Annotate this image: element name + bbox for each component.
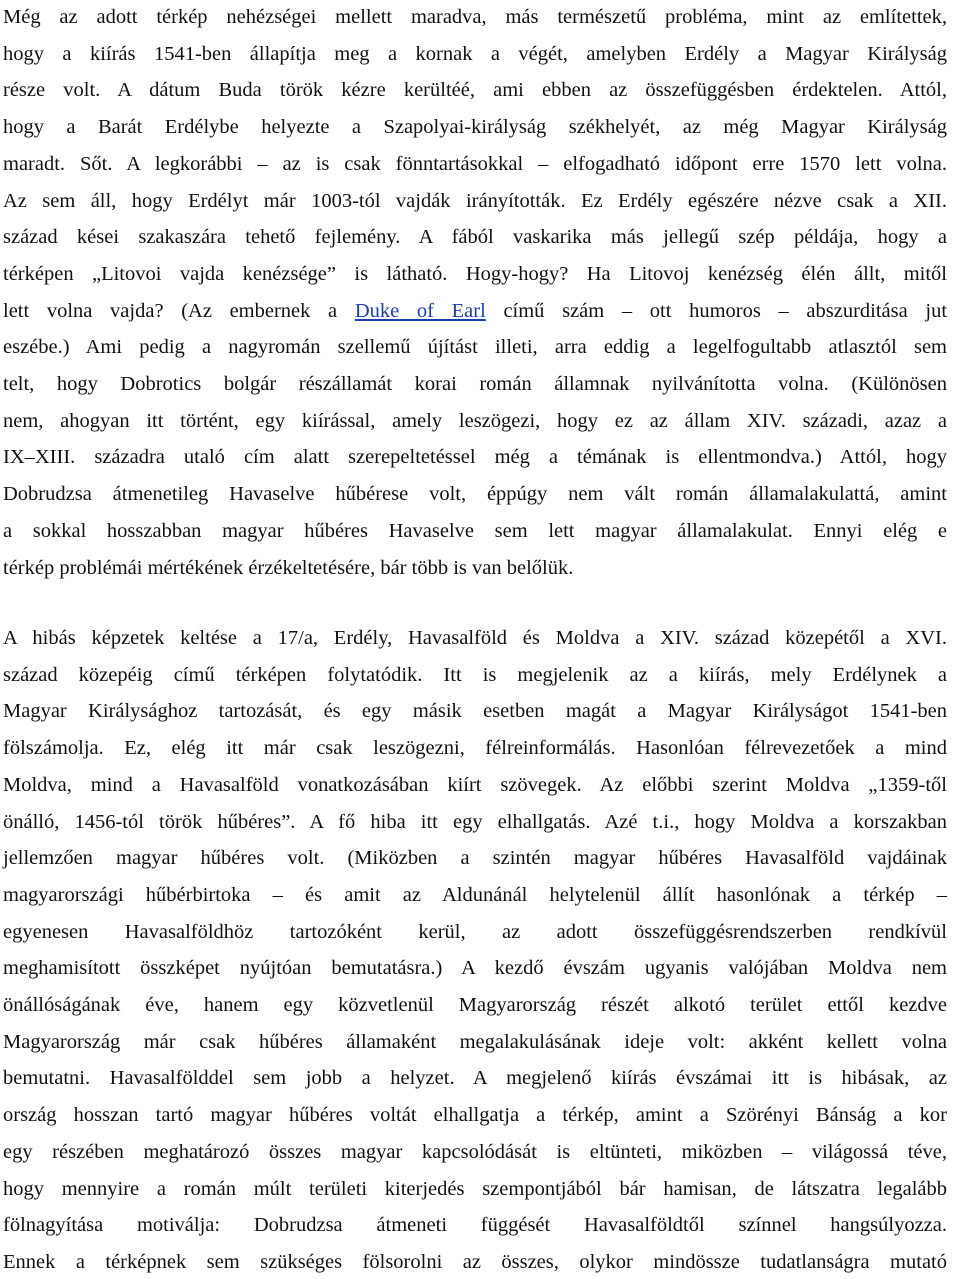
line-text-before: lett volna vajda? (Az embernek a xyxy=(3,299,355,322)
text-line: fölnagyítása motiválja: Dobrudzsa átmeneti függését Havasalföldtől színnel hangsúlyozza. xyxy=(3,1214,947,1237)
text-line: maradt. Sőt. A legkorábbi – az is csak fönntartásokkal – elfogadható időpont erre 1570 lett volna. xyxy=(3,152,947,175)
text-line: Az sem áll, hogy Erdélyt már 1003-tól vajdák irányították. Ez Erdély egészére nézve csak a XII. xyxy=(3,189,947,212)
text-line: térképen „Litovoi vajda kenézsége” is látható. Hogy-hogy? Ha Litovoj kenézség élén állt, mitől xyxy=(3,262,947,285)
text-line: egyenesen Havasalföldhöz tartozóként kerül, az adott összefüggésrendszerben rendkívül xyxy=(3,920,947,943)
text-line: hogy a kiírás 1541-ben állapítja meg a kornak a végét, amelyben Erdély a Magyar Királyság xyxy=(3,42,947,65)
text-line: a sokkal hosszabban magyar hűbéres Havaselve sem lett magyar államalakulat. Ennyi elég e xyxy=(3,519,947,542)
text-line: nem, ahogyan itt történt, egy kiírással, amely leszögezi, hogy ez az állam XIV. századi, azaz a xyxy=(3,409,947,432)
text-line: eszébe.) Ami pedig a nagyromán szellemű újítást illeti, arra eddig a legelfogultabb atlasztól sem xyxy=(3,336,947,359)
text-line: hogy a Barát Erdélybe helyezte a Szapolyai-királyság székhelyét, az még Magyar Királyság xyxy=(3,116,947,139)
text-line: Moldva, mind a Havasalföld vonatkozásában kiírt szövegek. Az előbbi szerint Moldva „1359-től xyxy=(3,773,947,796)
text-line: Magyarország már csak hűbéres államaként megalakulásának ideje volt: akként kellett volna xyxy=(3,1030,947,1053)
text-line: térkép problémái mértékének érzékeltetésére, bár több is van belőlük. xyxy=(3,556,574,579)
text-line: magyarországi hűbérbirtoka – és amit az Aldunánál helytelenül állít hasonlónak a térkép – xyxy=(3,883,947,906)
text-line: ország hosszan tartó magyar hűbéres voltát elhallgatja a térkép, amint a Szörényi Bánság a kor xyxy=(3,1104,947,1127)
text-line: fölszámolja. Ez, elég itt már csak leszögezni, félreinformálás. Hasonlóan félrevezetőek a mind xyxy=(3,737,947,760)
text-line: része volt. A dátum Buda török kézre kerültéé, ami ebben az összefüggésben érdektelen. Attól, xyxy=(3,79,947,102)
text-line: Még az adott térkép nehézségei mellett maradva, más természetű probléma, mint az említettek, xyxy=(3,6,947,28)
text-line: telt, hogy Dobrotics bolgár részállamát korai román államnak nyilvánította volna. (Különösen xyxy=(3,373,947,395)
text-line: jellemzően magyar hűbéres volt. (Miközben a szintén magyar hűbéres Havasalföld vajdáinak xyxy=(3,847,947,870)
text-line: IX–XIII. századra utaló cím alatt szerepeltetéssel még a témának is ellentmondva.) Attól, hogy xyxy=(3,446,947,469)
text-line: bemutatni. Havasalfölddel sem jobb a helyzet. A megjelenő kiírás évszámai itt is hibásak, az xyxy=(3,1067,947,1090)
text-line: Dobrudzsa átmenetileg Havaselve hűbérese volt, éppúgy nem vált román államalakulattá, amint xyxy=(3,483,947,506)
text-line: század kései szakaszára tehető fejlemény. A fából vaskarika más jellegű szép példája, hogy a xyxy=(3,226,947,249)
text-line: A hibás képzetek keltése a 17/a, Erdély, Havasalföld és Moldva a XIV. század közepétől a XVI. xyxy=(3,627,947,649)
line-text-after: című szám – ott humoros – abszurditása jut xyxy=(485,299,948,322)
text-line: Magyar Királysághoz tartozását, és egy másik esetben magát a Magyar Királyságot 1541-ben xyxy=(3,700,947,723)
text-line: meghamisított összképet nyújtóan bemutatásra.) A kezdő évszám ugyanis valójában Moldva nem xyxy=(3,957,947,980)
text-line: hogy mennyire a román múlt területi kiterjedés szempontjából bár hamisan, de látszatra legalább xyxy=(3,1177,947,1200)
text-line xyxy=(3,297,947,325)
text-line: önállóságának éve, hanem egy közvetlenül Magyarország részét alkotó terület ettől kezdve xyxy=(3,994,947,1016)
text-line: Ennek a térképnek sem szükséges fölsorolni az összes, olykor mindössze tudatlanságra mutató xyxy=(3,1250,947,1273)
text-line: egy részében meghatározó összes magyar kapcsolódását is eltünteti, miközben – világossá téve, xyxy=(3,1140,947,1163)
text-line: önálló, 1456-tól török hűbéres”. A fő hiba itt egy elhallgatás. Azé t.i., hogy Moldva a korszakban xyxy=(3,810,947,833)
duke-of-earl-link[interactable]: Duke of Earl xyxy=(354,299,486,322)
text-line: század közepéig című térképen folytatódik. Itt is megjelenik az a kiírás, mely Erdélynek a xyxy=(3,663,947,686)
